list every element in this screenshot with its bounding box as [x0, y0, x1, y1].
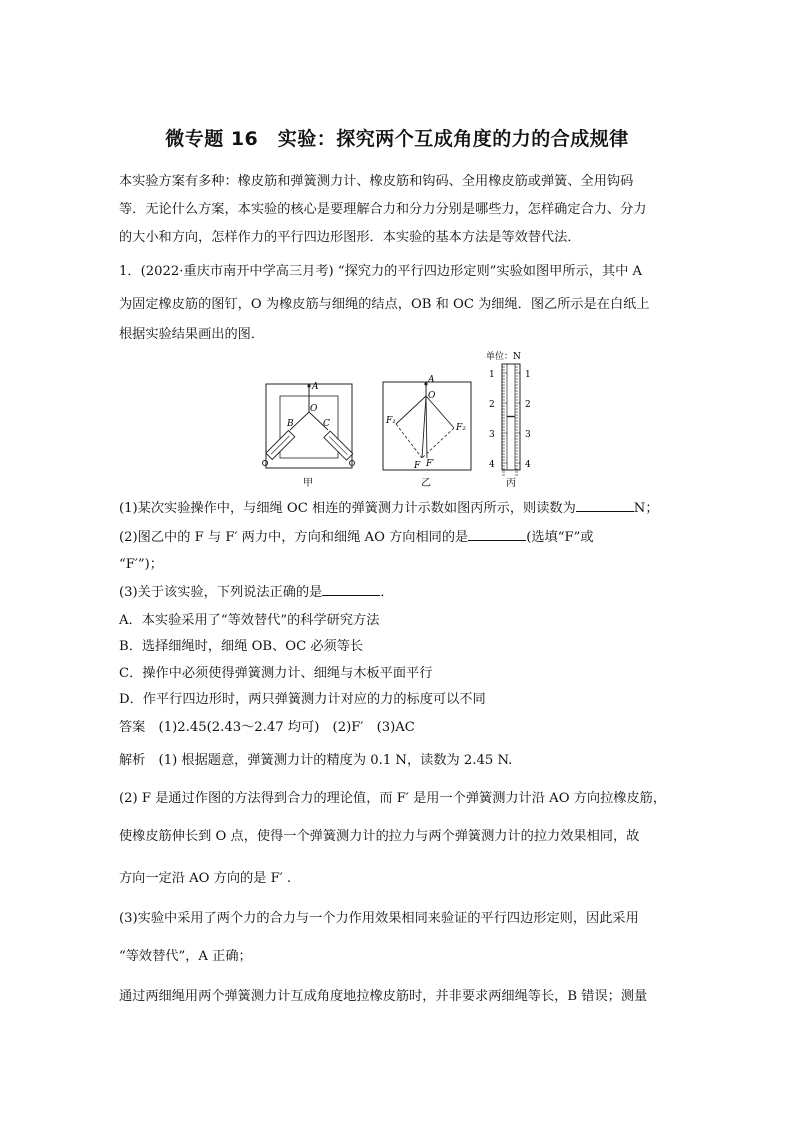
tick-right-2: 2 — [525, 400, 531, 410]
option-A: A．本实验采用了“等效替代”的科学研究方法 — [119, 613, 380, 628]
caption-yi: 乙 — [421, 478, 431, 489]
tick-left-1: 1 — [489, 370, 495, 380]
answer-blank-3 — [322, 583, 380, 596]
tick-left-2: 2 — [489, 400, 495, 410]
analysis-line-5: (3)实验中采用了两个力的合力与一个力作用效果相同来验证的平行四边形定则，因此采用 — [119, 911, 639, 926]
intro-line-3: 的大小和方向，怎样作力的平行四边形图形．本实验的基本方法是等效替代法． — [119, 230, 581, 245]
label-F: F — [414, 461, 421, 471]
label-C-jia: C — [323, 419, 330, 429]
question-1-line-2: 为固定橡皮筋的图钉，O 为橡皮筋与细绳的结点，OB 和 OC 为细绳．图乙所示是在白纸上 — [119, 297, 650, 312]
option-D: D．作平行四边形时，两只弹簧测力计对应的力的标度可以不同 — [119, 692, 486, 707]
intro-line-1: 本实验方案有多种：橡皮筋和弹簧测力计、橡皮筋和钩码、全用橡皮筋或弹簧、全用钩码 — [119, 174, 634, 189]
tick-right-1: 1 — [525, 370, 531, 380]
label-O-jia: O — [310, 404, 318, 414]
sub-question-3: (3)关于该实验，下列说法正确的是 ． — [119, 585, 394, 600]
sub-question-1: (1)某次实验操作中，与细绳 OC 相连的弹簧测力计示数如图丙所示，则读数为 N； — [119, 501, 659, 516]
analysis-line-4: 方向一定沿 AO 方向的是 F′ . — [119, 871, 292, 886]
option-B: B．选择细绳时，细绳 OB、OC 必须等长 — [119, 639, 364, 654]
label-F2: F₂ — [456, 423, 466, 433]
scale-ticks — [502, 367, 520, 475]
tick-right-3: 3 — [525, 430, 531, 440]
experiment-figures — [258, 350, 548, 498]
label-F-prime: F′ — [426, 459, 435, 469]
analysis-line-3: 使橡皮筋伸长到 O 点，使得一个弹簧测力计的拉力与两个弹簧测力计的拉力效果相同，故 — [119, 829, 640, 844]
analysis-line-1: 解析 (1) 根据题意，弹簧测力计的精度为 0.1 N，读数为 2.45 N. — [119, 753, 513, 768]
label-F1: F₁ — [386, 416, 396, 426]
unit-label: 单位：N — [486, 352, 521, 362]
figure-yi — [383, 375, 471, 489]
answer-blank-2 — [468, 528, 526, 541]
page-title: 微专题 16 实验：探究两个互成角度的力的合成规律 — [165, 128, 629, 150]
analysis-line-2: (2) F 是通过作图的方法得到合力的理论值，而 F′ 是用一个弹簧测力计沿 AO 方向拉橡皮筋， — [119, 791, 667, 806]
tick-right-4: 4 — [525, 460, 531, 470]
label-O-yi: O — [428, 391, 436, 401]
label-A-yi: A — [428, 375, 435, 385]
sub-question-2: (2)图乙中的 F 与 F′ 两力中，方向和细绳 AO 方向相同的是 (选填“F”或 — [119, 530, 594, 545]
figure-bing — [486, 350, 531, 489]
answer-blank-1 — [576, 499, 634, 512]
analysis-line-7: 通过两细绳用两个弹簧测力计互成角度地拉橡皮筋时，并非要求两细绳等长，B 错误；测量 — [119, 989, 648, 1004]
caption-bing: 丙 — [506, 478, 516, 489]
tick-left-4: 4 — [489, 460, 495, 470]
label-A-jia: A — [312, 382, 319, 392]
label-B-jia: B — [287, 419, 294, 429]
answer-line: 答案 (1)2.45(2.43～2.47 均可) (2)F′ (3)AC — [119, 720, 415, 735]
tick-left-3: 3 — [489, 430, 495, 440]
sub-question-2-cont: “F′”)； — [119, 557, 163, 572]
intro-line-2: 等．无论什么方案，本实验的核心是要理解合力和分力分别是哪些力，怎样确定合力、分力 — [119, 202, 647, 217]
option-C: C．操作中必须使得弹簧测力计、细绳与木板平面平行 — [119, 666, 433, 681]
question-1-line-3: 根据实验结果画出的图． — [119, 327, 265, 342]
question-1-line-1: 1．(2022·重庆市南开中学高三月考) “探究力的平行四边形定则”实验如图甲所示，其中 A — [119, 264, 643, 279]
caption-jia: 甲 — [303, 478, 313, 489]
figure-jia — [263, 382, 355, 489]
analysis-line-6: “等效替代”，A 正确； — [119, 949, 252, 964]
